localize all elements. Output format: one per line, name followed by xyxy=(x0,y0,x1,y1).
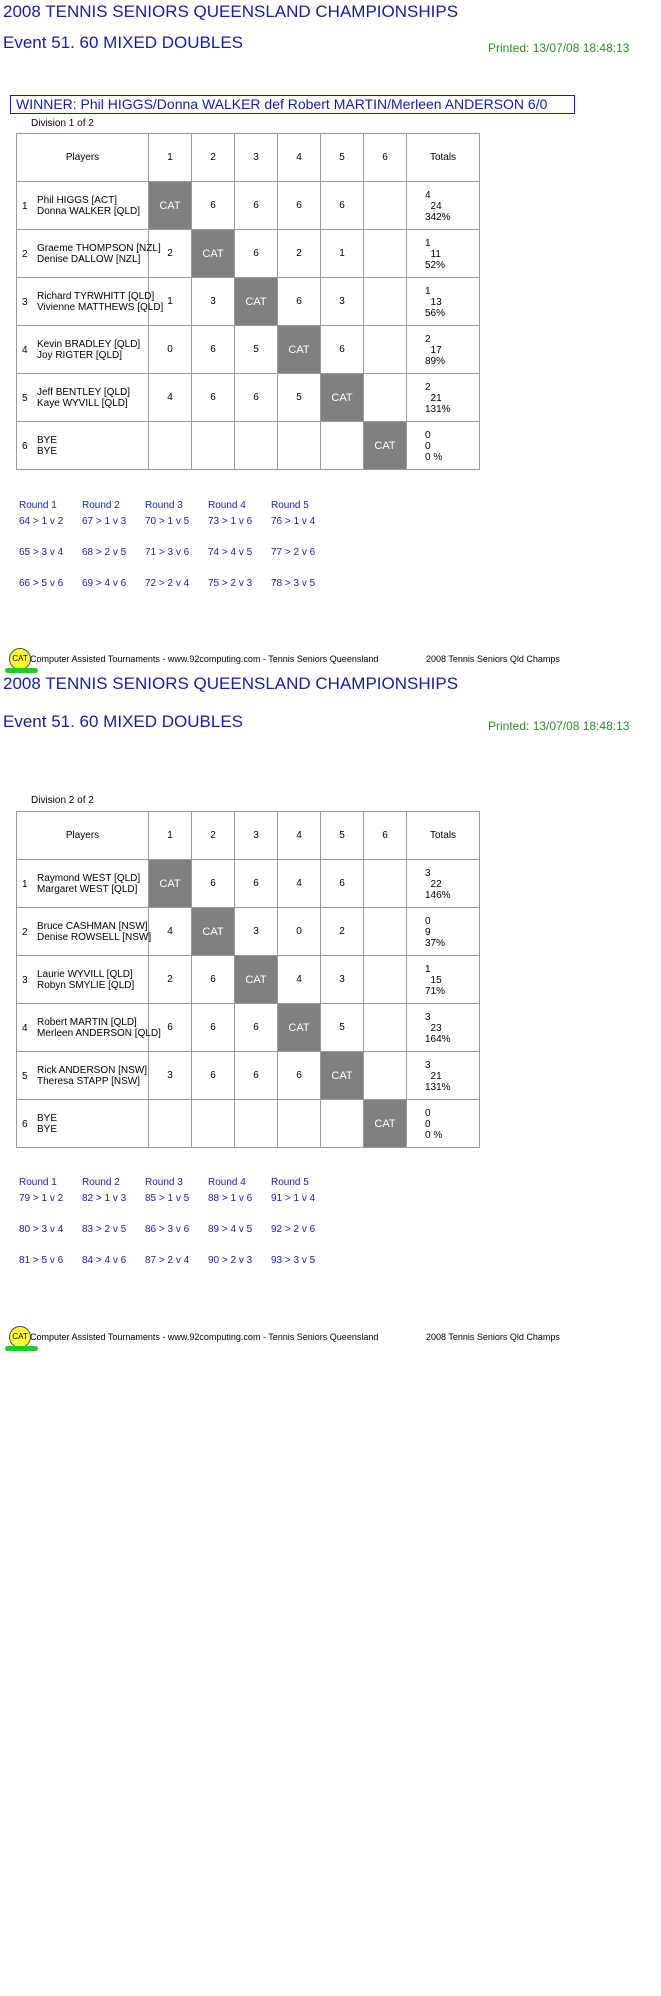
score-cell: 6 xyxy=(192,1004,235,1052)
self-match-cell: CAT xyxy=(149,182,192,230)
score-cell: 6 xyxy=(278,182,321,230)
division-label: Division 2 of 2 xyxy=(31,795,94,806)
row-number: 2 xyxy=(22,249,28,260)
total-value: 0 xyxy=(425,1119,431,1130)
score-cell: 3 xyxy=(321,278,364,326)
total-value: 9 xyxy=(425,927,431,938)
player-row xyxy=(17,908,480,956)
score-cell: 4 xyxy=(278,956,321,1004)
score-cell xyxy=(364,860,407,908)
total-value: 13 xyxy=(425,297,442,308)
row-number: 1 xyxy=(22,879,28,890)
total-value: 37% xyxy=(425,938,446,949)
event-title: Event 51. 60 MIXED DOUBLES xyxy=(3,33,243,52)
totals-cell xyxy=(407,422,480,470)
player-cell xyxy=(17,1004,161,1052)
players-header: Players xyxy=(17,134,149,182)
score-cell xyxy=(364,374,407,422)
total-value: 1 xyxy=(425,238,431,249)
column-header: 5 xyxy=(321,812,364,860)
score-cell xyxy=(192,1100,235,1148)
total-value: 0 xyxy=(425,916,431,927)
score-cell xyxy=(278,1100,321,1148)
round-heading: Round 1 xyxy=(19,500,57,511)
totals-header: Totals xyxy=(407,134,480,182)
round-heading: Round 2 xyxy=(82,500,120,511)
player-cell xyxy=(17,956,149,1004)
total-value: 22 xyxy=(425,879,442,890)
score-cell: 6 xyxy=(321,326,364,374)
total-value: 17 xyxy=(425,345,442,356)
total-value: 21 xyxy=(425,1071,442,1082)
player-row xyxy=(17,182,480,230)
partner-name: Donna WALKER [QLD] xyxy=(37,206,141,217)
total-value: 0 xyxy=(425,430,431,441)
player-cell xyxy=(17,1100,149,1148)
match-entry: 66 > 5 v 6 xyxy=(19,578,64,589)
player-cell xyxy=(17,860,149,908)
player-name: BYE xyxy=(37,435,58,446)
score-cell: 5 xyxy=(235,326,278,374)
score-cell: 4 xyxy=(278,860,321,908)
partner-name: Merleen ANDERSON [QLD] xyxy=(37,1028,161,1039)
score-cell xyxy=(364,908,407,956)
player-name: Laurie WYVILL [QLD] xyxy=(37,969,133,980)
match-entry: 91 > 1 v 4 xyxy=(271,1193,316,1204)
total-value: 3 xyxy=(425,1060,431,1071)
score-cell xyxy=(192,422,235,470)
score-cell: 0 xyxy=(149,326,192,374)
total-value: 3 xyxy=(425,868,431,879)
player-row xyxy=(17,326,480,374)
score-cell: 6 xyxy=(321,182,364,230)
grid-header-row xyxy=(17,812,480,860)
score-cell xyxy=(321,1100,364,1148)
partner-name: Kaye WYVILL [QLD] xyxy=(37,398,128,409)
score-cell: 1 xyxy=(321,230,364,278)
players-header: Players xyxy=(17,812,149,860)
grid-header-row xyxy=(17,134,480,182)
match-entry: 93 > 3 v 5 xyxy=(271,1255,316,1266)
score-cell: 0 xyxy=(278,908,321,956)
score-cell: 3 xyxy=(321,956,364,1004)
round-heading: Round 2 xyxy=(82,1177,120,1188)
page-title: 2008 TENNIS SENIORS QUEENSLAND CHAMPIONSHIPS xyxy=(3,674,459,693)
score-cell: 6 xyxy=(235,230,278,278)
match-entry: 81 > 5 v 6 xyxy=(19,1255,64,1266)
column-header: 6 xyxy=(364,134,407,182)
round-heading: Round 4 xyxy=(208,1177,246,1188)
printed-timestamp: Printed: 13/07/08 18:48:13 xyxy=(488,719,630,733)
self-match-cell: CAT xyxy=(364,1100,407,1148)
self-match-cell: CAT xyxy=(278,326,321,374)
total-value: 1 xyxy=(425,964,431,975)
logo-base-decoration xyxy=(5,1346,38,1351)
total-value: 4 xyxy=(425,190,431,201)
match-entry: 86 > 3 v 6 xyxy=(145,1224,190,1235)
total-value: 71% xyxy=(425,986,446,997)
round-heading: Round 3 xyxy=(145,500,183,511)
player-row xyxy=(17,1052,480,1100)
player-cell xyxy=(17,908,152,956)
score-cell: 6 xyxy=(235,374,278,422)
match-entry: 80 > 3 v 4 xyxy=(19,1224,64,1235)
match-entry: 67 > 1 v 3 xyxy=(82,516,127,527)
score-cell xyxy=(235,422,278,470)
row-number: 4 xyxy=(22,1023,28,1034)
round-heading: Round 5 xyxy=(271,1177,309,1188)
score-cell: 3 xyxy=(149,1052,192,1100)
row-number: 4 xyxy=(22,345,28,356)
player-cell xyxy=(17,422,149,470)
score-cell: 2 xyxy=(149,230,192,278)
match-entry: 68 > 2 v 5 xyxy=(82,547,127,558)
match-entry: 77 > 2 v 6 xyxy=(271,547,316,558)
player-name: Kevin BRADLEY [QLD] xyxy=(37,339,141,350)
total-value: 0 % xyxy=(425,1130,443,1141)
partner-name: Vivienne MATTHEWS [QLD] xyxy=(37,302,164,313)
player-row xyxy=(17,422,480,470)
partner-name: BYE xyxy=(37,1124,58,1135)
match-entry: 76 > 1 v 4 xyxy=(271,516,316,527)
total-value: 52% xyxy=(425,260,446,271)
total-value: 11 xyxy=(425,249,441,260)
match-entry: 82 > 1 v 3 xyxy=(82,1193,127,1204)
total-value: 56% xyxy=(425,308,446,319)
self-match-cell: CAT xyxy=(364,422,407,470)
row-number: 5 xyxy=(22,393,28,404)
totals-cell xyxy=(407,326,480,374)
player-names xyxy=(37,195,140,217)
player-names xyxy=(37,921,151,943)
score-cell xyxy=(149,422,192,470)
self-match-cell: CAT xyxy=(192,230,235,278)
total-value: 0 % xyxy=(425,452,443,463)
footer-right-text: 2008 Tennis Seniors Qld Champs xyxy=(426,1332,560,1342)
score-cell xyxy=(364,230,407,278)
player-row xyxy=(17,278,480,326)
footer-right-text: 2008 Tennis Seniors Qld Champs xyxy=(426,654,560,664)
score-cell xyxy=(364,1004,407,1052)
row-number: 1 xyxy=(22,201,28,212)
score-cell: 4 xyxy=(149,908,192,956)
round-heading: Round 5 xyxy=(271,500,309,511)
match-entry: 71 > 3 v 6 xyxy=(145,547,190,558)
total-value: 131% xyxy=(425,1082,451,1093)
row-number: 5 xyxy=(22,1071,28,1082)
player-row xyxy=(17,1100,480,1148)
cat-logo-icon: CAT xyxy=(9,648,31,670)
match-entry: 78 > 3 v 5 xyxy=(271,578,316,589)
total-value: 164% xyxy=(425,1034,451,1045)
match-entry: 90 > 2 v 3 xyxy=(208,1255,253,1266)
player-name: BYE xyxy=(37,1113,58,1124)
score-cell: 6 xyxy=(235,1052,278,1100)
event-title: Event 51. 60 MIXED DOUBLES xyxy=(3,712,243,731)
self-match-cell: CAT xyxy=(321,374,364,422)
column-header: 1 xyxy=(149,134,192,182)
player-names xyxy=(37,291,163,313)
column-header: 2 xyxy=(192,134,235,182)
totals-cell xyxy=(407,1004,480,1052)
round-heading: Round 4 xyxy=(208,500,246,511)
division-label: Division 1 of 2 xyxy=(31,118,94,129)
player-names xyxy=(37,1113,57,1135)
score-cell: 6 xyxy=(192,374,235,422)
match-entry: 64 > 1 v 2 xyxy=(19,516,64,527)
match-entry: 88 > 1 v 6 xyxy=(208,1193,253,1204)
column-header: 5 xyxy=(321,134,364,182)
score-cell: 6 xyxy=(192,1052,235,1100)
score-cell xyxy=(364,956,407,1004)
partner-name: Theresa STAPP [NSW] xyxy=(37,1076,140,1087)
score-cell: 6 xyxy=(321,860,364,908)
results-grid xyxy=(16,811,480,1148)
match-entry: 65 > 3 v 4 xyxy=(19,547,64,558)
player-names xyxy=(37,1017,161,1039)
score-cell xyxy=(364,182,407,230)
round-heading: Round 3 xyxy=(145,1177,183,1188)
self-match-cell: CAT xyxy=(235,956,278,1004)
score-cell: 6 xyxy=(192,956,235,1004)
score-cell: 6 xyxy=(278,278,321,326)
match-entry: 84 > 4 v 6 xyxy=(82,1255,127,1266)
self-match-cell: CAT xyxy=(278,1004,321,1052)
score-cell: 5 xyxy=(278,374,321,422)
match-entry: 87 > 2 v 4 xyxy=(145,1255,190,1266)
total-value: 1 xyxy=(425,286,431,297)
score-cell: 3 xyxy=(192,278,235,326)
total-value: 146% xyxy=(425,890,451,901)
totals-cell xyxy=(407,908,480,956)
partner-name: Margaret WEST [QLD] xyxy=(37,884,138,895)
footer-text: Computer Assisted Tournaments - www.92computing.com - Tennis Seniors Queensland xyxy=(30,654,379,664)
match-entry: 72 > 2 v 4 xyxy=(145,578,190,589)
partner-name: Denise ROWSELL [NSW] xyxy=(37,932,152,943)
score-cell: 6 xyxy=(192,326,235,374)
score-cell: 6 xyxy=(192,182,235,230)
player-name: Phil HIGGS [ACT] xyxy=(37,195,118,206)
totals-cell xyxy=(407,860,480,908)
total-value: 15 xyxy=(425,975,442,986)
score-cell: 2 xyxy=(149,956,192,1004)
total-value: 3 xyxy=(425,1012,431,1023)
score-cell xyxy=(235,1100,278,1148)
totals-cell xyxy=(407,956,480,1004)
results-grid xyxy=(16,133,480,470)
player-name: Richard TYRWHITT [QLD] xyxy=(37,291,155,302)
player-row xyxy=(17,374,480,422)
match-entry: 92 > 2 v 6 xyxy=(271,1224,316,1235)
cat-logo-icon: CAT xyxy=(9,1326,31,1348)
row-number: 3 xyxy=(22,975,28,986)
player-name: Raymond WEST [QLD] xyxy=(37,873,141,884)
row-number: 3 xyxy=(22,297,28,308)
match-entry: 70 > 1 v 5 xyxy=(145,516,190,527)
player-name: Bruce CASHMAN [NSW] xyxy=(37,921,148,932)
column-header: 6 xyxy=(364,812,407,860)
winner-banner: WINNER: Phil HIGGS/Donna WALKER def Robert MARTIN/Merleen ANDERSON 6/0 xyxy=(10,95,575,114)
self-match-cell: CAT xyxy=(192,908,235,956)
match-entry: 74 > 4 v 5 xyxy=(208,547,253,558)
row-number: 6 xyxy=(22,441,28,452)
player-names xyxy=(37,969,134,991)
totals-cell xyxy=(407,1052,480,1100)
score-cell xyxy=(364,326,407,374)
score-cell xyxy=(364,278,407,326)
totals-header: Totals xyxy=(407,812,480,860)
score-cell: 6 xyxy=(235,1004,278,1052)
player-cell xyxy=(17,230,161,278)
player-cell xyxy=(17,182,149,230)
player-name: Rick ANDERSON [NSW] xyxy=(37,1065,148,1076)
total-value: 89% xyxy=(425,356,446,367)
column-header: 1 xyxy=(149,812,192,860)
player-names xyxy=(37,1065,147,1087)
total-value: 2 xyxy=(425,334,431,345)
score-cell: 6 xyxy=(149,1004,192,1052)
page-title: 2008 TENNIS SENIORS QUEENSLAND CHAMPIONSHIPS xyxy=(3,2,459,21)
column-header: 3 xyxy=(235,812,278,860)
player-cell xyxy=(17,374,149,422)
player-names xyxy=(37,387,130,409)
totals-cell xyxy=(407,1100,480,1148)
match-entry: 73 > 1 v 6 xyxy=(208,516,253,527)
score-cell: 6 xyxy=(192,860,235,908)
player-cell xyxy=(17,278,164,326)
totals-cell xyxy=(407,230,480,278)
footer-text: Computer Assisted Tournaments - www.92computing.com - Tennis Seniors Queensland xyxy=(30,1332,379,1342)
column-header: 2 xyxy=(192,812,235,860)
column-header: 4 xyxy=(278,134,321,182)
player-name: Graeme THOMPSON [NZL] xyxy=(37,243,161,254)
score-cell: 2 xyxy=(278,230,321,278)
score-cell: 6 xyxy=(235,860,278,908)
player-names xyxy=(37,435,57,457)
partner-name: Joy RIGTER [QLD] xyxy=(37,350,123,361)
total-value: 24 xyxy=(425,201,442,212)
match-entry: 89 > 4 v 5 xyxy=(208,1224,253,1235)
self-match-cell: CAT xyxy=(149,860,192,908)
self-match-cell: CAT xyxy=(235,278,278,326)
total-value: 2 xyxy=(425,382,431,393)
player-name: Jeff BENTLEY [QLD] xyxy=(37,387,131,398)
score-cell: 1 xyxy=(149,278,192,326)
score-cell: 5 xyxy=(321,1004,364,1052)
printed-timestamp: Printed: 13/07/08 18:48:13 xyxy=(488,41,630,55)
player-names xyxy=(37,873,140,895)
partner-name: BYE xyxy=(37,446,58,457)
player-names xyxy=(37,243,161,265)
score-cell: 6 xyxy=(235,182,278,230)
player-name: Robert MARTIN [QLD] xyxy=(37,1017,137,1028)
player-row xyxy=(17,956,480,1004)
partner-name: Robyn SMYLIE [QLD] xyxy=(37,980,135,991)
match-entry: 69 > 4 v 6 xyxy=(82,578,127,589)
match-entry: 85 > 1 v 5 xyxy=(145,1193,190,1204)
total-value: 131% xyxy=(425,404,451,415)
score-cell: 3 xyxy=(235,908,278,956)
column-header: 4 xyxy=(278,812,321,860)
score-cell: 4 xyxy=(149,374,192,422)
match-entry: 75 > 2 v 3 xyxy=(208,578,253,589)
score-cell: 6 xyxy=(278,1052,321,1100)
score-cell xyxy=(149,1100,192,1148)
row-number: 6 xyxy=(22,1119,28,1130)
player-row xyxy=(17,860,480,908)
player-names xyxy=(37,339,140,361)
match-entry: 79 > 1 v 2 xyxy=(19,1193,64,1204)
player-row xyxy=(17,230,480,278)
total-value: 0 xyxy=(425,441,431,452)
totals-cell xyxy=(407,278,480,326)
match-entry: 83 > 2 v 5 xyxy=(82,1224,127,1235)
score-cell xyxy=(364,1052,407,1100)
total-value: 21 xyxy=(425,393,442,404)
totals-cell xyxy=(407,182,480,230)
logo-base-decoration xyxy=(5,668,38,673)
self-match-cell: CAT xyxy=(321,1052,364,1100)
row-number: 2 xyxy=(22,927,28,938)
total-value: 342% xyxy=(425,212,451,223)
player-cell xyxy=(17,326,149,374)
totals-cell xyxy=(407,374,480,422)
round-heading: Round 1 xyxy=(19,1177,57,1188)
score-cell: 2 xyxy=(321,908,364,956)
score-cell xyxy=(321,422,364,470)
player-row xyxy=(17,1004,480,1052)
total-value: 0 xyxy=(425,1108,431,1119)
player-cell xyxy=(17,1052,149,1100)
column-header: 3 xyxy=(235,134,278,182)
partner-name: Denise DALLOW [NZL] xyxy=(37,254,141,265)
total-value: 23 xyxy=(425,1023,442,1034)
score-cell xyxy=(278,422,321,470)
